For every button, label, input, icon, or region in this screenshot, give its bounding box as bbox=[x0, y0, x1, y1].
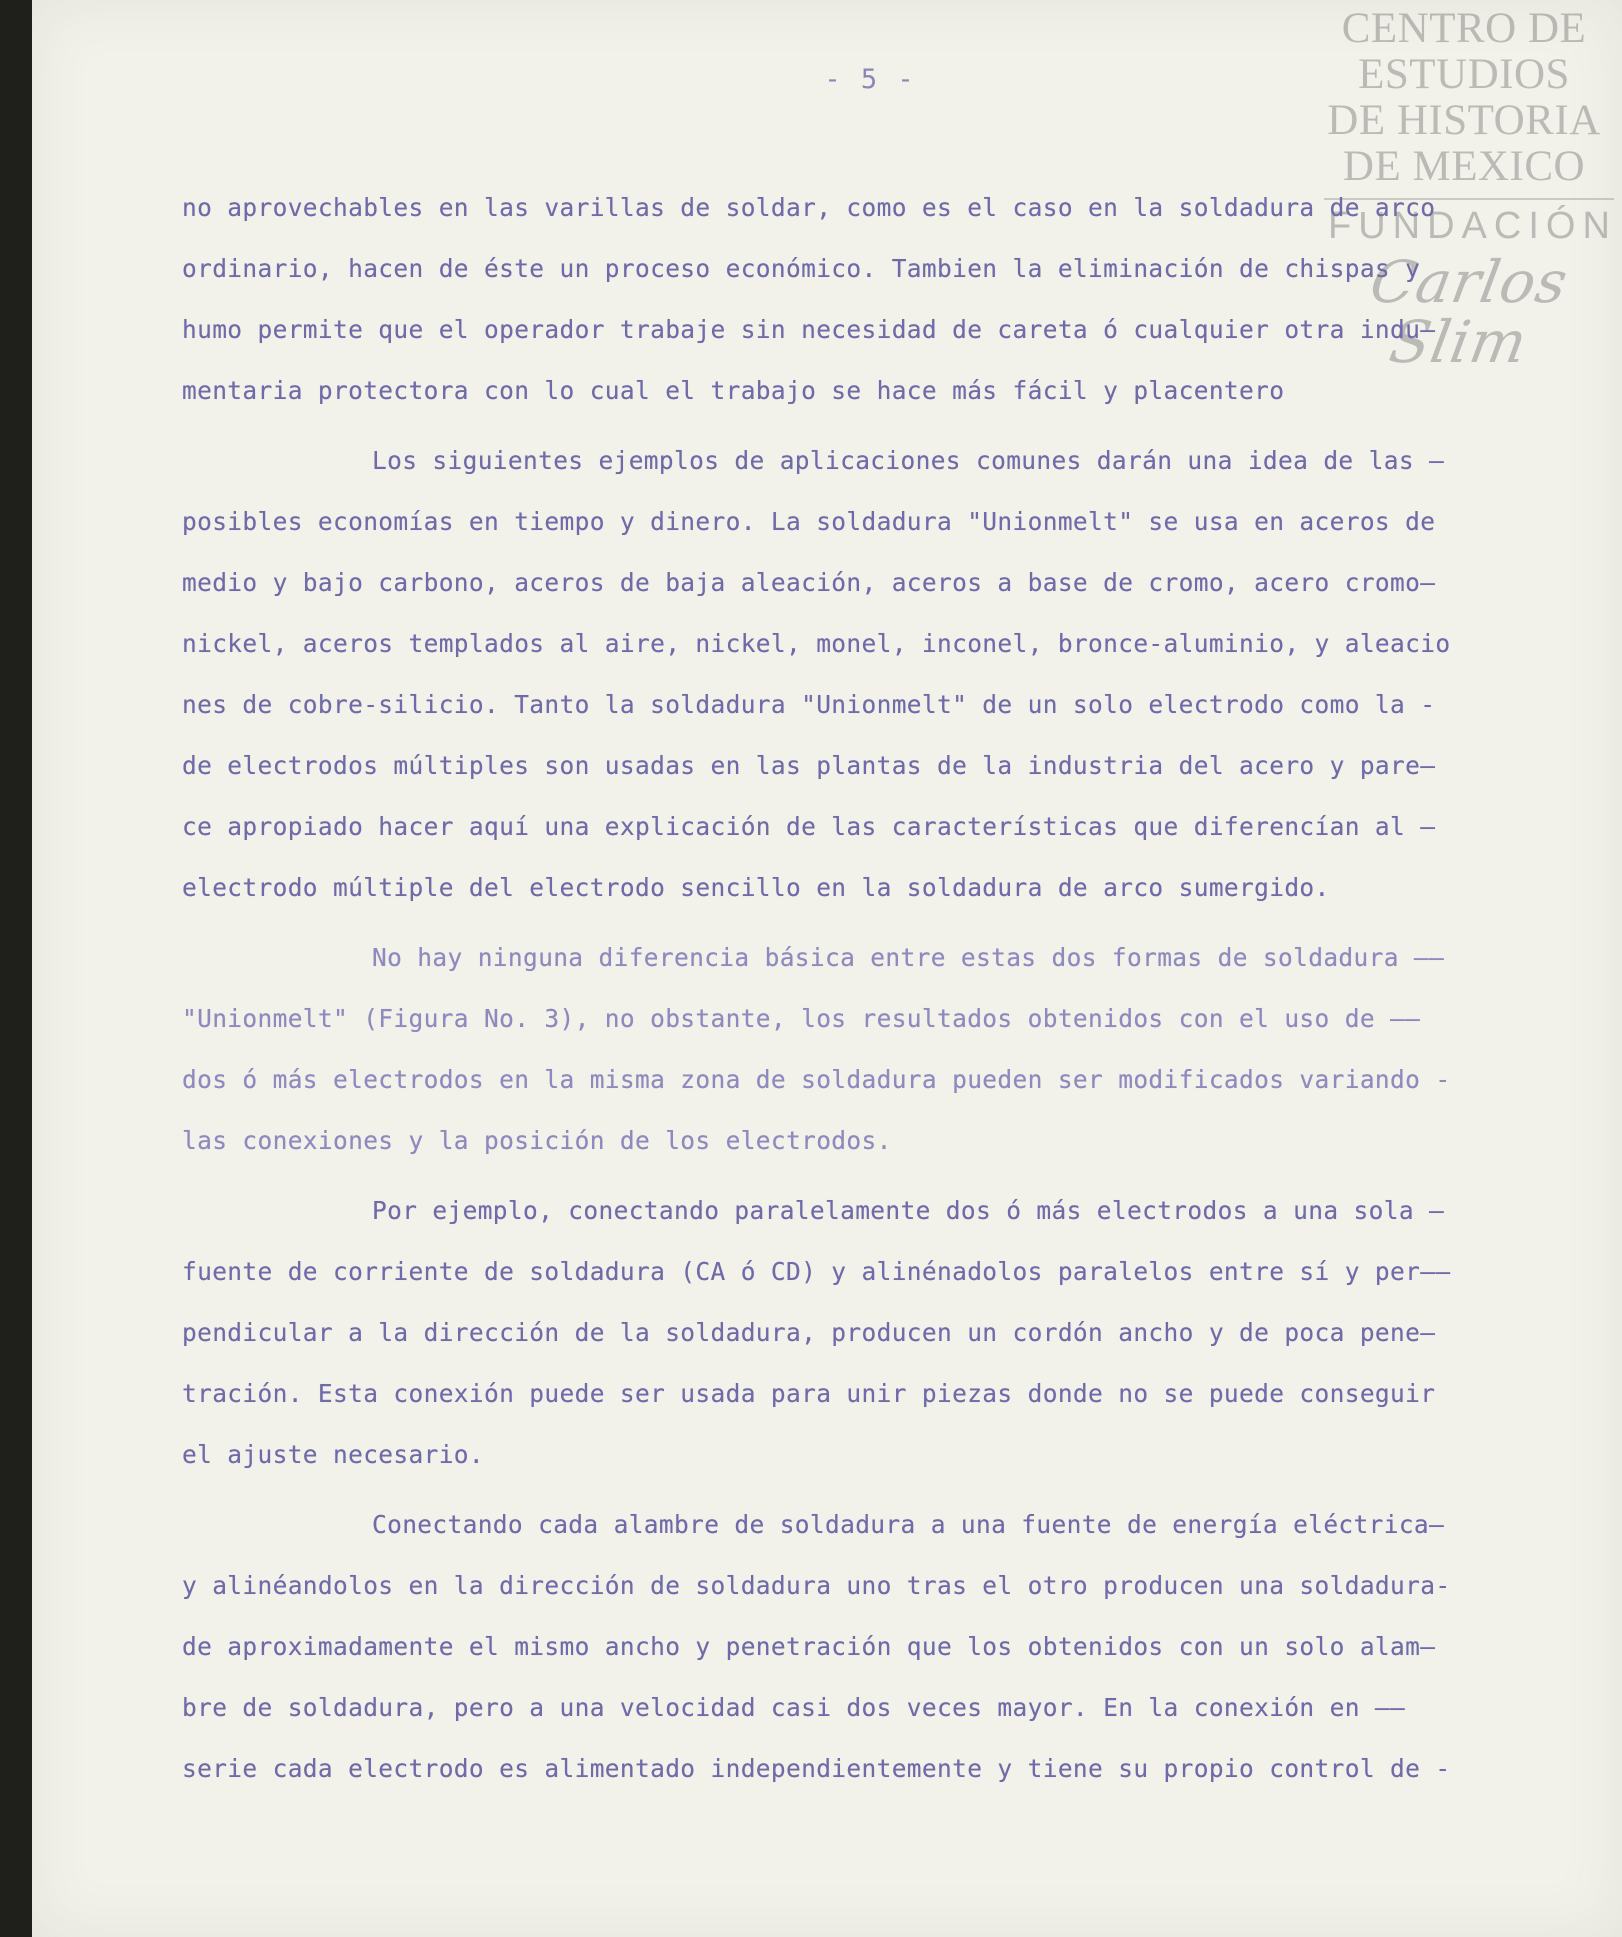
text-line: tración. Esta conexión puede ser usada para unir piezas donde no se puede conseguir bbox=[182, 1379, 1436, 1408]
text-line: serie cada electrodo es alimentado independientemente y tiene su propio control de - bbox=[182, 1754, 1451, 1783]
text-line: "Unionmelt" (Figura No. 3), no obstante, los resultados obtenidos con el uso de —— bbox=[182, 1004, 1421, 1033]
text-line: mentaria protectora con lo cual el trabajo se hace más fácil y placentero bbox=[182, 376, 1285, 405]
watermark-line-2: ESTUDIOS bbox=[1358, 51, 1570, 98]
text-line: ordinario, hacen de éste un proceso económico. Tambien la eliminación de chispas y bbox=[182, 254, 1421, 283]
paragraph-start-line: Los siguientes ejemplos de aplicaciones comunes darán una idea de las — bbox=[372, 446, 1445, 475]
text-line: y alinéandolos en la dirección de soldadura uno tras el otro producen una soldadura- bbox=[182, 1571, 1451, 1600]
paragraph-start-line: Por ejemplo, conectando paralelamente dos ó más electrodos a una sola — bbox=[372, 1196, 1445, 1225]
text-line: nes de cobre-silicio. Tanto la soldadura "Unionmelt" de un solo electrodo como la - bbox=[182, 690, 1436, 719]
text-line: nickel, aceros templados al aire, nickel, monel, inconel, bronce-aluminio, y aleacio bbox=[182, 629, 1451, 658]
document-page bbox=[32, 0, 1622, 1937]
text-line: medio y bajo carbono, aceros de baja aleación, aceros a base de cromo, acero cromo– bbox=[182, 568, 1436, 597]
text-line: ce apropiado hacer aquí una explicación de las características que diferencían al — bbox=[182, 812, 1436, 841]
text-line: no aprovechables en las varillas de soldar, como es el caso en la soldadura de arco bbox=[182, 193, 1436, 222]
text-line: pendicular a la dirección de la soldadura, producen un cordón ancho y de poca pene– bbox=[182, 1318, 1436, 1347]
text-line: el ajuste necesario. bbox=[182, 1440, 485, 1469]
text-line: posibles economías en tiempo y dinero. La soldadura "Unionmelt" se usa en aceros de bbox=[182, 507, 1436, 536]
text-line: electrodo múltiple del electrodo sencillo en la soldadura de arco sumergido. bbox=[182, 873, 1330, 902]
text-line: bre de soldadura, pero a una velocidad casi dos veces mayor. En la conexión en —— bbox=[182, 1693, 1406, 1722]
page-number: - 5 - bbox=[824, 64, 916, 95]
watermark-signature: Carlos Slim bbox=[1365, 248, 1574, 376]
paragraph-start-line: No hay ninguna diferencia básica entre estas dos formas de soldadura —— bbox=[372, 943, 1445, 972]
text-line: humo permite que el operador trabaje sin necesidad de careta ó cualquier otra indu– bbox=[182, 315, 1436, 344]
paragraph-start-line: Conectando cada alambre de soldadura a una fuente de energía eléctrica— bbox=[372, 1510, 1445, 1539]
text-line: de aproximadamente el mismo ancho y penetración que los obtenidos con un solo alam— bbox=[182, 1632, 1436, 1661]
watermark-line-4: DE MEXICO bbox=[1342, 143, 1586, 190]
watermark-line-1: CENTRO DE bbox=[1341, 5, 1587, 52]
text-line: las conexiones y la posición de los electrodos. bbox=[182, 1126, 892, 1155]
watermark-line-3: DE HISTORIA bbox=[1327, 97, 1601, 144]
watermark-fundacion: FUNDACIÓN bbox=[1328, 205, 1617, 247]
text-line: dos ó más electrodos en la misma zona de soldadura pueden ser modificados variando - bbox=[182, 1065, 1451, 1094]
text-line: de electrodos múltiples son usadas en las plantas de la industria del acero y pare– bbox=[182, 751, 1436, 780]
text-line: fuente de corriente de soldadura (CA ó CD) y alinénadolos paralelos entre sí y per—— bbox=[182, 1257, 1451, 1286]
